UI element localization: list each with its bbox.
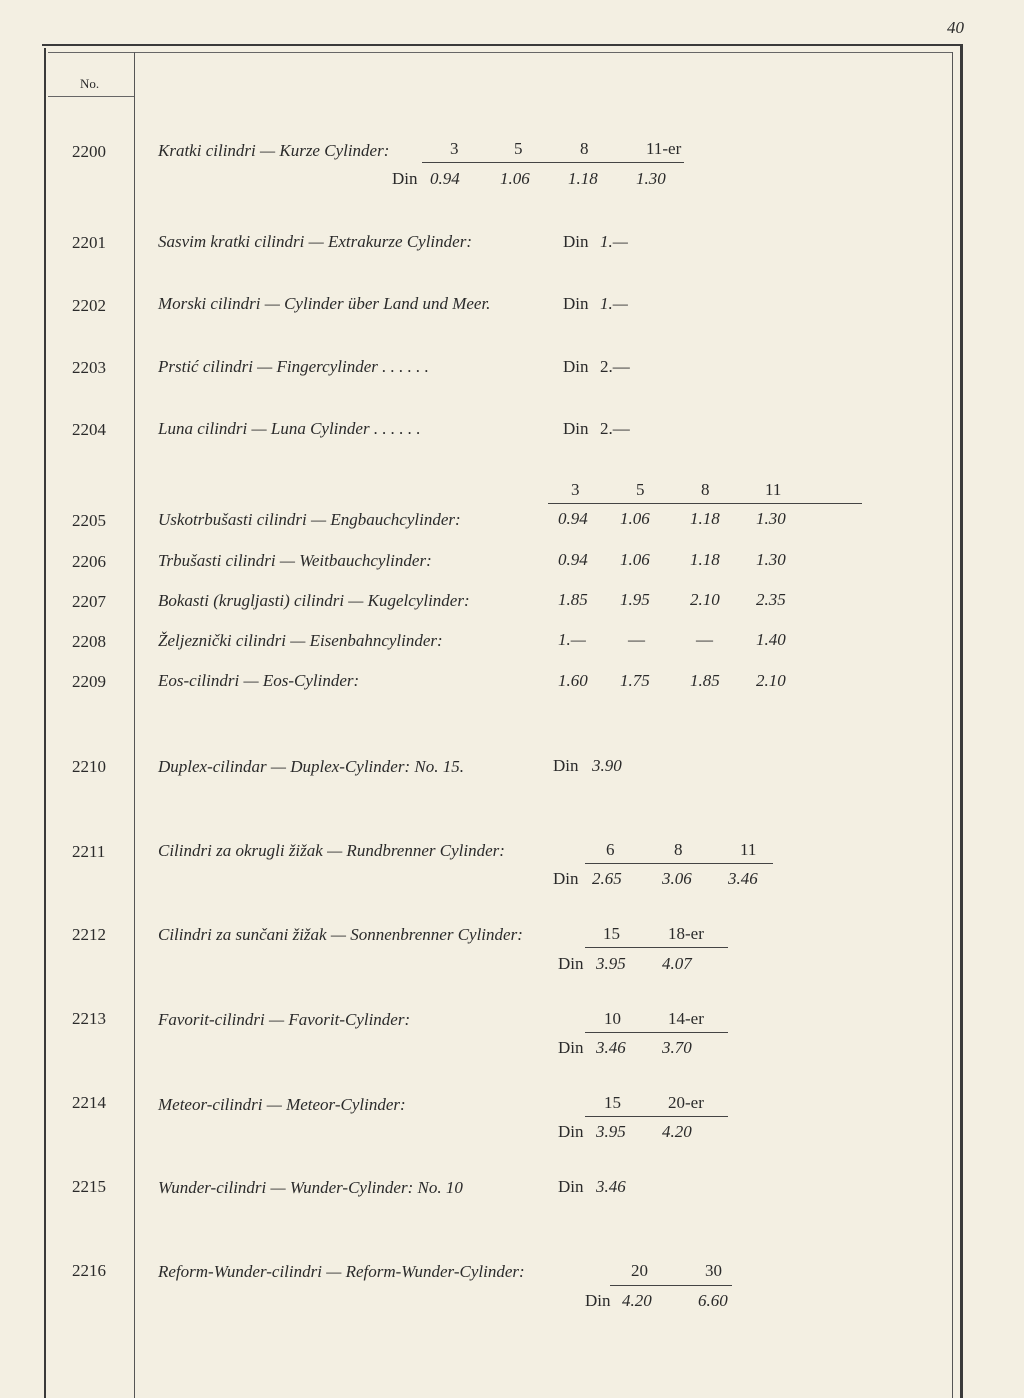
price: 4.20 bbox=[662, 1122, 692, 1141]
item-description: Luna cilindri — Luna Cylinder . . . . . . bbox=[158, 419, 421, 438]
page-number: 40 bbox=[947, 18, 964, 37]
price: 0.94 bbox=[558, 550, 588, 569]
frame-inner-top-rule bbox=[48, 52, 952, 53]
frame-top-rule bbox=[42, 44, 962, 46]
din-label: Din bbox=[558, 1038, 584, 1057]
item-number: 2209 bbox=[72, 672, 106, 691]
price: 1.— bbox=[600, 294, 628, 313]
price: 1.06 bbox=[620, 509, 650, 528]
frame-inner-right-rule bbox=[952, 52, 953, 1398]
item-description: Morski cilindri — Cylinder über Land und Meer. bbox=[158, 294, 491, 313]
din-label: Din bbox=[558, 954, 584, 973]
price: 1.75 bbox=[620, 671, 650, 690]
item-number: 2203 bbox=[72, 358, 106, 377]
din-label: Din bbox=[558, 1177, 584, 1196]
size-label: 10 bbox=[604, 1009, 621, 1028]
price: 3.95 bbox=[596, 954, 626, 973]
size-rule bbox=[585, 1116, 728, 1117]
size-rule bbox=[610, 1285, 732, 1286]
size-label: 8 bbox=[701, 480, 710, 499]
header-rule bbox=[48, 96, 134, 97]
price: 2.65 bbox=[592, 869, 622, 888]
size-rule bbox=[585, 1032, 728, 1033]
item-description: Cilindri za sunčani žižak — Sonnenbrenner Cylinder: bbox=[158, 925, 523, 944]
price: 1.30 bbox=[756, 550, 786, 569]
din-label: Din bbox=[392, 169, 418, 188]
price: 1.18 bbox=[690, 550, 720, 569]
item-number: 2200 bbox=[72, 142, 106, 161]
price: 3.70 bbox=[662, 1038, 692, 1057]
price: 3.46 bbox=[596, 1038, 626, 1057]
din-label: Din bbox=[585, 1291, 611, 1310]
size-rule bbox=[585, 947, 728, 948]
price: 1.— bbox=[600, 232, 628, 251]
item-number: 2216 bbox=[72, 1261, 106, 1280]
item-number: 2215 bbox=[72, 1177, 106, 1196]
price: 3.95 bbox=[596, 1122, 626, 1141]
size-label: 30 bbox=[705, 1261, 722, 1280]
item-number: 2204 bbox=[72, 420, 106, 439]
item-number: 2207 bbox=[72, 592, 106, 611]
size-rule bbox=[585, 863, 773, 864]
item-description: Reform-Wunder-cilindri — Reform-Wunder-Cylinder: bbox=[158, 1262, 525, 1281]
item-description: Uskotrbušasti cilindri — Engbauchcylinder: bbox=[158, 510, 461, 529]
item-description: Sasvim kratki cilindri — Extrakurze Cylinder: bbox=[158, 232, 472, 251]
price: 0.94 bbox=[430, 169, 460, 188]
price: 1.40 bbox=[756, 630, 786, 649]
price: 1.— bbox=[558, 630, 586, 649]
number-column-header: No. bbox=[80, 76, 100, 91]
item-description: Meteor-cilindri — Meteor-Cylinder: bbox=[158, 1095, 406, 1114]
item-number: 2211 bbox=[72, 842, 106, 861]
price: 1.18 bbox=[568, 169, 598, 188]
din-label: Din bbox=[563, 294, 589, 313]
item-number: 2214 bbox=[72, 1093, 106, 1112]
number-column-divider bbox=[134, 52, 135, 1398]
item-description: Prstić cilindri — Fingercylinder . . . . . . bbox=[158, 357, 429, 376]
item-description: Cilindri za okrugli žižak — Rundbrenner Cylinder: bbox=[158, 841, 505, 860]
din-label: Din bbox=[563, 232, 589, 251]
item-number: 2206 bbox=[72, 552, 106, 571]
size-label: 11 bbox=[765, 480, 782, 499]
price: 2.10 bbox=[690, 590, 720, 609]
item-description: Favorit-cilindri — Favorit-Cylinder: bbox=[158, 1010, 411, 1029]
din-label: Din bbox=[553, 869, 579, 888]
price: 2.— bbox=[600, 419, 630, 438]
frame-right-rule bbox=[960, 44, 963, 1398]
price: 1.30 bbox=[756, 509, 786, 528]
price: 3.90 bbox=[592, 756, 622, 775]
price: — bbox=[628, 630, 645, 649]
size-label: 20-er bbox=[668, 1093, 704, 1112]
item-number: 2212 bbox=[72, 925, 106, 944]
din-label: Din bbox=[563, 419, 589, 438]
item-description: Eos-cilindri — Eos-Cylinder: bbox=[158, 671, 360, 690]
size-label: 15 bbox=[603, 924, 620, 943]
size-label: 18-er bbox=[668, 924, 704, 943]
size-label: 3 bbox=[571, 480, 580, 499]
item-description: Bokasti (krugljasti) cilindri — Kugelcylinder: bbox=[158, 591, 470, 610]
price: 2.— bbox=[600, 357, 630, 376]
din-label: Din bbox=[553, 756, 579, 775]
price: 2.10 bbox=[756, 671, 786, 690]
size-rule bbox=[548, 503, 862, 504]
item-number: 2208 bbox=[72, 632, 106, 651]
price: — bbox=[696, 630, 713, 649]
price: 1.85 bbox=[690, 671, 720, 690]
size-label: 14-er bbox=[668, 1009, 704, 1028]
size-label: 5 bbox=[636, 480, 645, 499]
size-rule bbox=[422, 162, 684, 163]
price: 2.35 bbox=[756, 590, 786, 609]
price: 1.85 bbox=[558, 590, 588, 609]
size-label: 11 bbox=[740, 840, 757, 859]
price: 4.07 bbox=[662, 954, 692, 973]
item-number: 2213 bbox=[72, 1009, 106, 1028]
item-number: 2210 bbox=[72, 757, 106, 776]
price: 1.60 bbox=[558, 671, 588, 690]
din-label: Din bbox=[558, 1122, 584, 1141]
item-number: 2201 bbox=[72, 233, 106, 252]
din-label: Din bbox=[563, 357, 589, 376]
price: 1.06 bbox=[500, 169, 530, 188]
price: 1.06 bbox=[620, 550, 650, 569]
price: 1.30 bbox=[636, 169, 666, 188]
size-label: 8 bbox=[674, 840, 683, 859]
item-description: Željeznički cilindri — Eisenbahncylinder: bbox=[158, 631, 443, 650]
price: 3.06 bbox=[662, 869, 692, 888]
price: 4.20 bbox=[622, 1291, 652, 1310]
size-label: 8 bbox=[580, 139, 589, 158]
size-label: 3 bbox=[450, 139, 459, 158]
size-label: 5 bbox=[514, 139, 523, 158]
item-number: 2202 bbox=[72, 296, 106, 315]
item-description: Wunder-cilindri — Wunder-Cylinder: No. 10 bbox=[158, 1178, 463, 1197]
price: 3.46 bbox=[728, 869, 758, 888]
price: 6.60 bbox=[698, 1291, 728, 1310]
price: 0.94 bbox=[558, 509, 588, 528]
size-label: 6 bbox=[606, 840, 615, 859]
item-description: Kratki cilindri — Kurze Cylinder: bbox=[158, 141, 390, 160]
size-label: 11-er bbox=[646, 139, 682, 158]
item-number: 2205 bbox=[72, 511, 106, 530]
price: 1.18 bbox=[690, 509, 720, 528]
item-description: Trbušasti cilindri — Weitbauchcylinder: bbox=[158, 551, 432, 570]
size-label: 15 bbox=[604, 1093, 621, 1112]
item-description: Duplex-cilindar — Duplex-Cylinder: No. 15. bbox=[158, 757, 464, 776]
price: 3.46 bbox=[596, 1177, 626, 1196]
size-label: 20 bbox=[631, 1261, 648, 1280]
price: 1.95 bbox=[620, 590, 650, 609]
frame-left-rule bbox=[44, 48, 46, 1398]
